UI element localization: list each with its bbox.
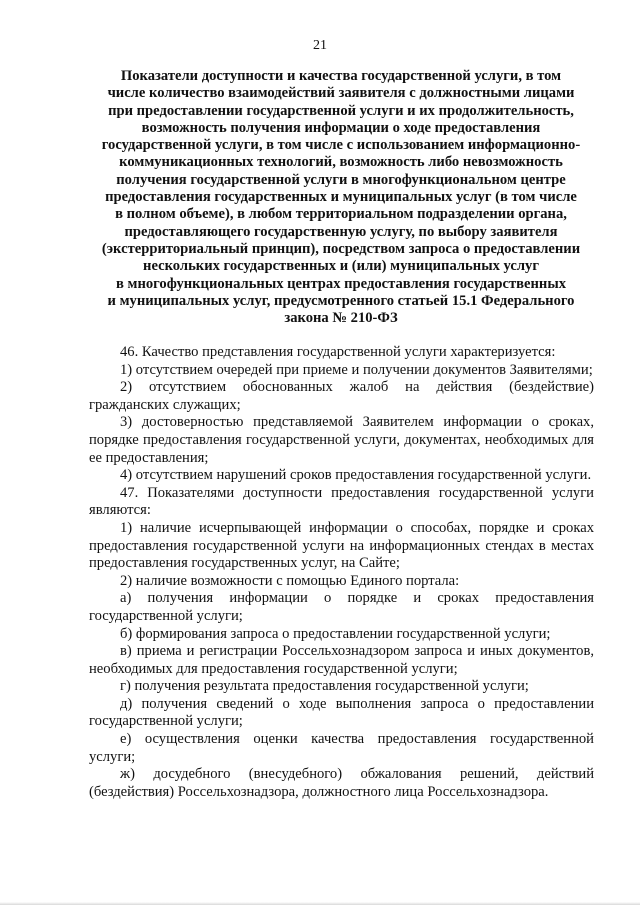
heading-line: предоставления государственных и муниципальных услуг (в том числе	[105, 189, 577, 206]
list-item: 3) достоверностью представляемой Заявителем информации о сроках, порядке предоставления государственной услуги, документах, необходимых для ее предоставления;	[89, 414, 594, 466]
heading-line: при предоставлении государственной услуги и их продолжительность,	[108, 102, 574, 119]
list-subitem: б) формирования запроса о предоставлении государственной услуги;	[120, 625, 551, 642]
paragraph-46-intro: 46. Качество представления государственной услуги характеризуется:	[120, 344, 556, 360]
list-item: 2) отсутствием обоснованных жалоб на действия (бездействие) гражданских служащих;	[89, 379, 594, 413]
heading-line: получения государственной услуги в многофункциональном центре	[116, 171, 566, 188]
heading-line: (экстерриториальный принцип), посредством запроса о предоставлении	[101, 240, 581, 257]
list-subitem: д) получения сведений о ходе выполнения запроса о предоставлении государственной услуги;	[89, 695, 594, 730]
heading-line: возможность получения информации о ходе предоставления	[141, 119, 541, 136]
list-subitem: а) получения информации о порядке и сроках предоставления государственной услуги;	[89, 590, 594, 624]
heading-line: в полном объеме), в любом территориальном подразделении органа,	[115, 206, 567, 223]
list-item: 1) наличие исчерпывающей информации о способах, порядке и сроках предоставления государственной услуги на информационных стендах в местах предоставления государственных услуг, на Сайте;	[89, 519, 594, 572]
list-subitem: г) получения результата предоставления государственной услуги;	[120, 678, 529, 695]
heading-line: предоставляющего государственную услугу, по выбору заявителя	[124, 223, 558, 240]
page-number: 21	[313, 38, 327, 53]
heading-line: числе количество взаимодействий заявителя с должностными лицами	[107, 85, 575, 102]
heading-line: закона № 210-ФЗ	[284, 310, 398, 327]
heading-line: в многофункциональных центрах предоставления государственных	[115, 275, 567, 292]
document-body	[89, 344, 594, 801]
list-item: 4) отсутствием нарушений сроков предоставления государственной услуги.	[120, 467, 592, 484]
list-subitem: е) осуществления оценки качества предоставления государственной услуги;	[89, 731, 594, 765]
paragraph-47-intro: 47. Показателями доступности предоставления государственной услуги являются:	[89, 484, 594, 519]
heading-line: и муниципальных услуг, предусмотренного статьей 15.1 Федерального	[107, 292, 575, 309]
section-heading	[88, 68, 594, 327]
heading-line: государственной услуги, в том числе с использованием информационно-	[101, 137, 581, 154]
heading-line: коммуникационных технологий, возможность либо невозможность	[119, 154, 563, 171]
heading-line: Показатели доступности и качества государственной услуги, в том	[120, 68, 562, 84]
list-subitem: в) приема и регистрации Россельхознадзором запроса и иных документов, необходимых для предоставления государственной услуги;	[89, 643, 594, 677]
list-subitem: ж) досудебного (внесудебного) обжалования решений, действий (бездействия) Россельхознадзора, должностного лица Россельхознадзора.	[89, 766, 594, 800]
heading-line: нескольких государственных и (или) муниципальных услуг	[143, 258, 539, 275]
list-item: 2) наличие возможности с помощью Единого портала:	[120, 572, 460, 589]
list-item: 1) отсутствием очередей при приеме и получении документов Заявителями;	[120, 361, 593, 378]
